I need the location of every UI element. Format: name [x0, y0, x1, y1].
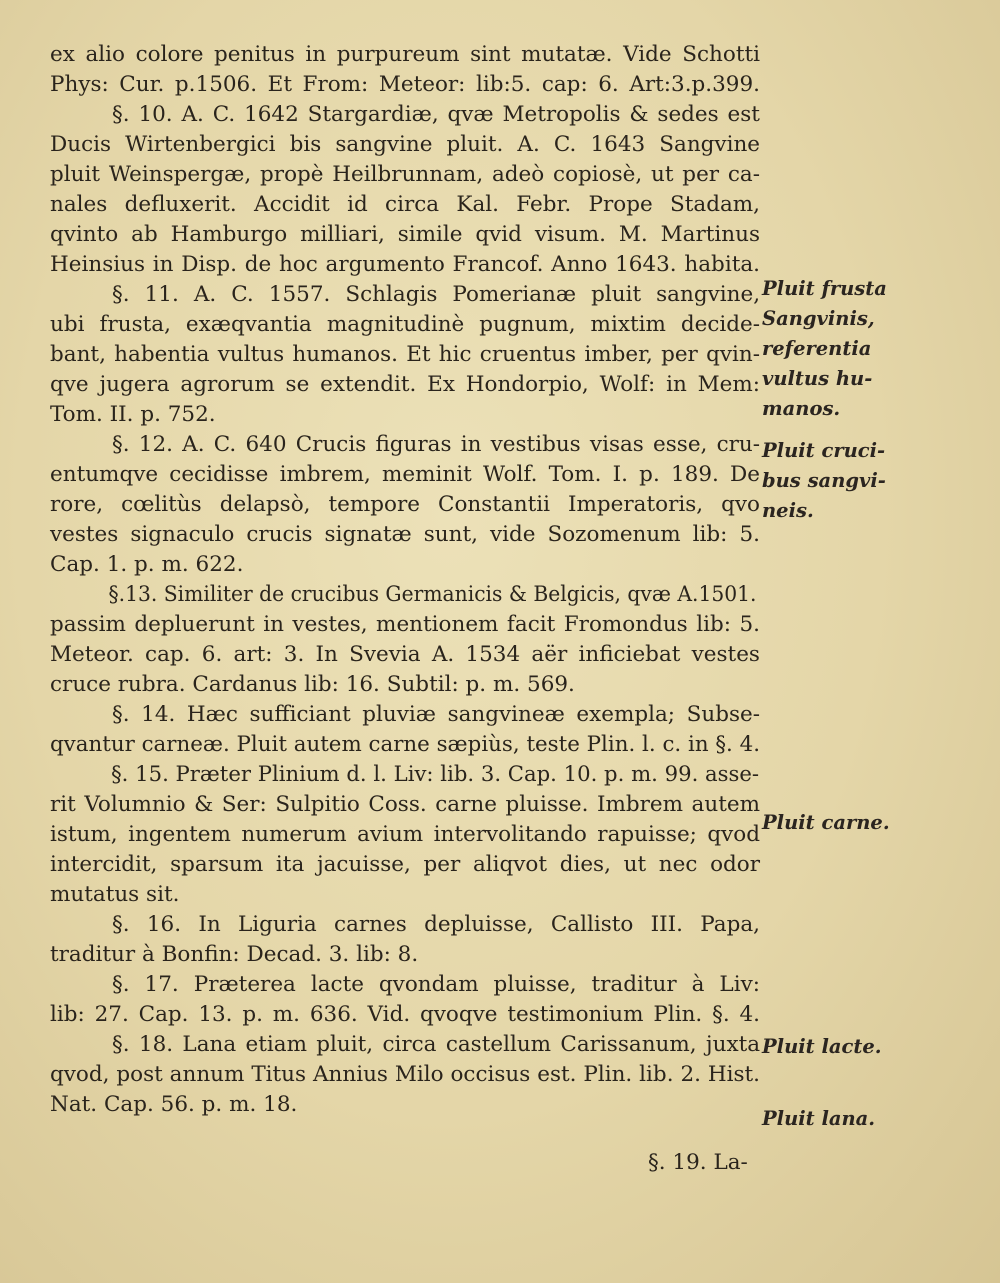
- margin-note-line: Pluit frusta: [762, 277, 887, 300]
- text-line: qvinto ab Hamburgo milliari, simile qvid visum. M. Martinus: [50, 222, 761, 247]
- text-line: Cap. 1. p. m. 622.: [50, 552, 244, 577]
- text-line: §. 12. A. C. 640 Crucis figuras in vestibus visas esse, cru-: [112, 432, 761, 457]
- text-line: §.13. Similiter de crucibus Germanicis & Belgicis, qvæ A.1501.: [108, 582, 757, 607]
- margin-note-milk: [762, 1032, 882, 1062]
- text-line: lib: 27. Cap. 13. p. m. 636. Vid. qvoqve testimonium Plin. §. 4.: [50, 1002, 761, 1027]
- text-line: entumqve cecidisse imbrem, meminit Wolf. Tom. I. p. 189. De: [50, 462, 761, 487]
- catchword: §. 19. La-: [648, 1150, 748, 1175]
- margin-note-blood-chunks: [762, 274, 887, 424]
- text-line: §. 15. Præter Plinium d. l. Liv: lib. 3. Cap. 10. p. m. 99. asse-: [111, 762, 760, 787]
- text-line: qvod, post annum Titus Annius Milo occisus est. Plin. lib. 2. Hist.: [50, 1062, 761, 1087]
- text-line: nales defluxerit. Accidit id circa Kal. Febr. Prope Stadam,: [50, 192, 760, 217]
- margin-note-flesh: [762, 808, 890, 838]
- text-line: passim depluerunt in vestes, mentionem facit Fromondus lib: 5.: [50, 612, 760, 637]
- text-line: ubi frusta, exæqvantia magnitudinè pugnum, mixtim decide-: [50, 312, 761, 337]
- text-line: Phys: Cur. p.1506. Et From: Meteor: lib:5. cap: 6. Art:3.p.399.: [50, 72, 761, 97]
- margin-note-line: Pluit carne.: [762, 811, 890, 834]
- text-line: Meteor. cap. 6. art: 3. In Svevia A. 1534 aër inficiebat vestes: [50, 642, 760, 667]
- margin-note-line: manos.: [762, 397, 841, 420]
- text-line: intercidit, sparsum ita jacuisse, per aliqvot dies, ut nec odor: [50, 852, 761, 877]
- text-line: istum, ingentem numerum avium intervolitando rapuisse; qvod: [50, 822, 760, 847]
- text-line: vestes signaculo crucis signatæ sunt, vide Sozomenum lib: 5.: [50, 522, 760, 547]
- text-line: mutatus sit.: [50, 882, 180, 907]
- text-line: §. 17. Præterea lacte qvondam pluisse, traditur à Liv:: [112, 972, 760, 997]
- text-line: Nat. Cap. 56. p. m. 18.: [50, 1092, 298, 1117]
- text-line: Heinsius in Disp. de hoc argumento Francof. Anno 1643. habita.: [50, 252, 760, 277]
- text-line: ex alio colore penitus in purpureum sint mutatæ. Vide Schotti: [50, 42, 760, 67]
- margin-note-blood-crosses: [762, 436, 886, 526]
- main-text-column: [50, 40, 760, 1120]
- margin-note-line: Pluit lacte.: [762, 1035, 882, 1058]
- text-line: pluit Weinspergæ, propè Heilbrunnam, adeò copiosè, ut per ca-: [50, 162, 761, 187]
- margin-note-line: Sangvinis,: [762, 307, 875, 330]
- text-line: §. 16. In Liguria carnes depluisse, Callisto III. Papa,: [112, 912, 760, 937]
- margin-note-line: Pluit cruci-: [762, 439, 886, 462]
- text-line: §. 14. Hæc sufficiant pluviæ sangvineæ exempla; Subse-: [112, 702, 760, 727]
- text-line: qvantur carneæ. Pluit autem carne sæpiùs, teste Plin. l. c. in §. 4.: [50, 732, 761, 757]
- text-line: §. 11. A. C. 1557. Schlagis Pomerianæ pluit sangvine,: [112, 282, 761, 307]
- text-line: rore, cœlitùs delapsò, tempore Constantii Imperatoris, qvo: [50, 492, 761, 517]
- text-line: Ducis Wirtenbergici bis sangvine pluit. A. C. 1643 Sangvine: [50, 132, 761, 157]
- text-line: Tom. II. p. 752.: [50, 402, 216, 427]
- text-line: rit Volumnio & Ser: Sulpitio Coss. carne pluisse. Imbrem autem: [50, 792, 760, 817]
- margin-note-line: vultus hu-: [762, 367, 873, 390]
- text-line: §. 18. Lana etiam pluit, circa castellum Carissanum, juxta: [112, 1032, 761, 1057]
- margin-note-line: bus sangvi-: [762, 469, 886, 492]
- margin-note-line: Pluit lana.: [762, 1107, 876, 1130]
- margin-note-line: neis.: [762, 499, 814, 522]
- text-line: bant, habentia vultus humanos. Et hic cruentus imber, per qvin-: [50, 342, 760, 367]
- text-line: qve jugera agrorum se extendit. Ex Hondorpio, Wolf: in Mem:: [50, 372, 760, 397]
- text-line: §. 10. A. C. 1642 Stargardiæ, qvæ Metropolis & sedes est: [112, 102, 760, 127]
- text-line: cruce rubra. Cardanus lib: 16. Subtil: p. m. 569.: [50, 672, 575, 697]
- text-line: traditur à Bonfin: Decad. 3. lib: 8.: [50, 942, 419, 967]
- margin-note-wool: [762, 1104, 875, 1134]
- margin-note-line: referentia: [762, 337, 872, 360]
